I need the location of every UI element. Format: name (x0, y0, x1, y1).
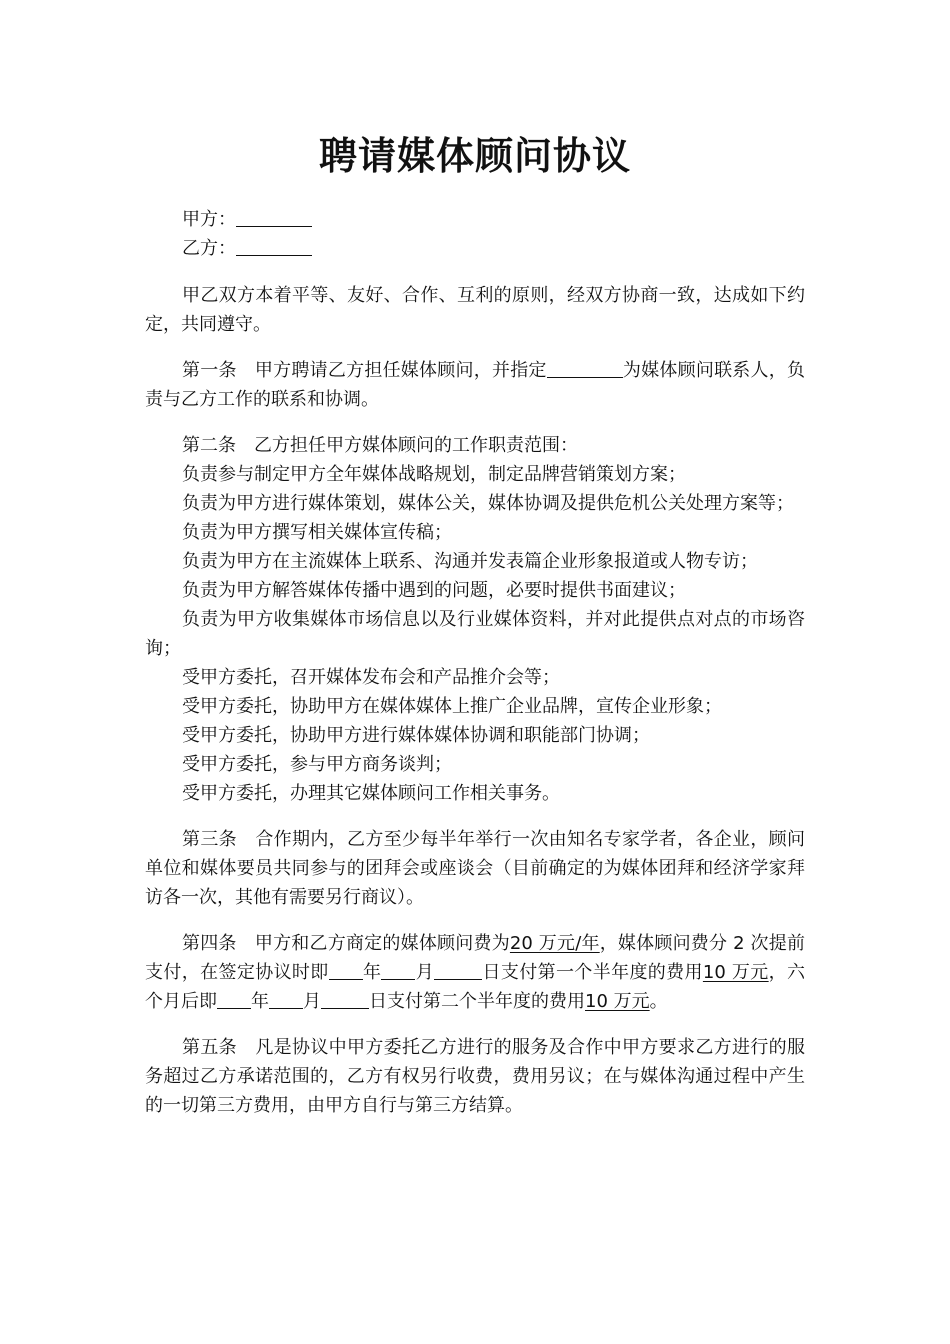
party-b-label: 乙方： (182, 238, 236, 259)
duty-item: 负责为甲方撰写相关媒体宣传稿； (182, 522, 452, 543)
article-4-heading: 第四条 (182, 933, 237, 954)
duty-item: 负责为甲方进行媒体策划，媒体公关，媒体协调及提供危机公关处理方案等； (182, 493, 794, 514)
duty-item: 负责为甲方解答媒体传播中遇到的问题，必要时提供书面建议； (182, 580, 686, 601)
contact-person-blank[interactable] (547, 359, 623, 378)
party-b-blank[interactable] (236, 237, 312, 256)
article-4-text: 甲方和乙方商定的媒体顾问费为 (254, 933, 510, 954)
duty-item: 负责参与制定甲方全年媒体战略规划，制定品牌营销策划方案； (182, 464, 686, 485)
document-body (145, 205, 805, 1120)
second-month-blank[interactable] (269, 990, 303, 1009)
party-a-blank[interactable] (236, 208, 312, 227)
article-4-text: 。 (649, 991, 668, 1012)
annual-fee: 20 万元/年 (509, 933, 600, 954)
second-year-blank[interactable] (217, 990, 251, 1009)
article-5-heading: 第五条 (182, 1037, 237, 1058)
party-a-line (145, 205, 805, 234)
article-1-text-after: 为媒体顾问联系人，负责与乙方工作的联系和协调。 (145, 360, 806, 410)
intro-paragraph: 甲乙双方本着平等、友好、合作、互利的原则，经双方协商一致，达成如下约定，共同遵守。 (145, 285, 805, 335)
second-payment-amount: 10 万元 (585, 991, 650, 1012)
article-3 (145, 825, 805, 912)
article-5 (145, 1033, 805, 1120)
article-2 (145, 431, 805, 460)
duty-item: 受甲方委托，参与甲方商务谈判； (182, 754, 452, 775)
year-label: 年 (362, 962, 382, 983)
article-5-text: 凡是协议中甲方委托乙方进行的服务及合作中甲方要求乙方进行的服务超过乙方承诺范围的，乙方有权另行收费，费用另议；在与媒体沟通过程中产生的一切第三方费用，由甲方自行与第三方结算。 (145, 1037, 805, 1116)
article-4 (145, 929, 805, 1016)
document-title: 聘请媒体顾问协议 (318, 134, 631, 178)
article-1-heading: 第一条 (182, 360, 237, 381)
article-1 (145, 356, 805, 414)
month-label: 月 (415, 962, 435, 983)
duty-item: 受甲方委托，召开媒体发布会和产品推介会等； (182, 667, 560, 688)
duty-item: 受甲方委托，协助甲方在媒体媒体上推广企业品牌，宣传企业形象； (182, 696, 722, 717)
article-4-text: ，六个月后即 (145, 962, 806, 1012)
party-b-line (145, 234, 805, 263)
month-label: 月 (303, 991, 321, 1012)
duty-item: 负责为甲方收集媒体市场信息以及行业媒体资料，并对此提供点对点的市场咨询； (145, 609, 805, 659)
second-day-blank[interactable] (321, 990, 369, 1009)
year-label: 年 (251, 991, 269, 1012)
duty-item: 受甲方委托，协助甲方进行媒体媒体协调和职能部门协调； (182, 725, 650, 746)
duty-item: 受甲方委托，办理其它媒体顾问工作相关事务。 (182, 783, 560, 804)
article-4-text: 日支付第一个半年度的费用 (482, 962, 703, 983)
article-1-text-before: 甲方聘请乙方担任媒体顾问，并指定 (254, 360, 547, 381)
article-4-text: ，媒体顾问费分 2 次提前支付，在签定协议时即 (145, 933, 805, 983)
article-2-heading: 第二条 (182, 435, 236, 456)
article-3-heading: 第三条 (182, 829, 237, 850)
first-year-blank[interactable] (329, 961, 363, 980)
first-day-blank[interactable] (434, 961, 482, 980)
first-month-blank[interactable] (381, 961, 415, 980)
party-a-label: 甲方： (182, 209, 236, 230)
first-payment-amount: 10 万元 (702, 962, 769, 983)
duty-item: 负责为甲方在主流媒体上联系、沟通并发表篇企业形象报道或人物专访； (182, 551, 758, 572)
article-3-text: 合作期内，乙方至少每半年举行一次由知名专家学者，各企业，顾问单位和媒体要员共同参与的团拜会或座谈会（目前确定的为媒体团拜和经济学家拜访各一次，其他有需要另行商议）。 (145, 829, 805, 908)
article-4-text: 日支付第二个半年度的费用 (369, 991, 585, 1012)
article-2-intro: 乙方担任甲方媒体顾问的工作职责范围： (254, 435, 578, 456)
